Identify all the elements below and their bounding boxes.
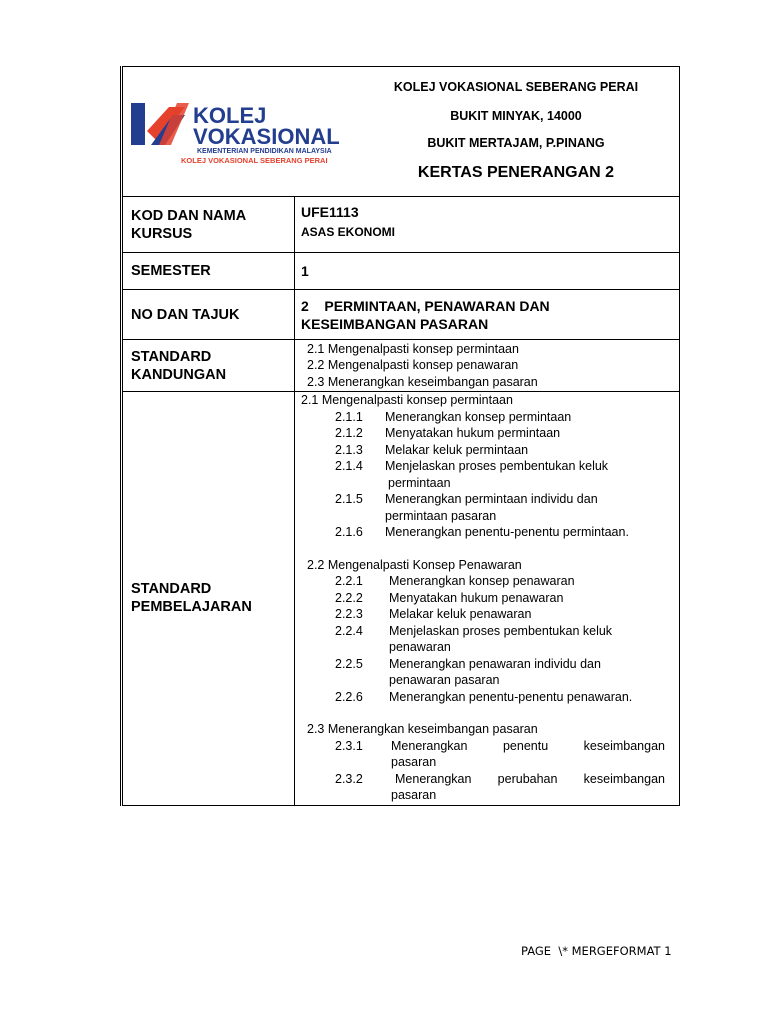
course-row xyxy=(122,197,680,253)
semester-value: 1 xyxy=(295,253,680,290)
list-item: 2.1.2 Menyatakan hukum permintaan xyxy=(335,426,561,440)
semester-label: SEMESTER xyxy=(122,253,295,290)
list-item: 2.3 Menerangkan keseimbangan pasaran xyxy=(307,374,538,389)
svg-text:KOLEJ: KOLEJ xyxy=(193,103,267,128)
svg-text:VOKASIONAL: VOKASIONAL xyxy=(193,124,340,149)
content-label-2: KANDUNGAN xyxy=(131,366,227,383)
page-footer: PAGE \* MERGEFORMAT 1 xyxy=(521,944,672,958)
college-logo xyxy=(129,101,351,165)
topic-number: 2 xyxy=(301,297,309,314)
header-cell xyxy=(122,67,680,197)
address-line-2: BUKIT MERTAJAM, P.PINANG xyxy=(427,136,605,150)
address-line-1: BUKIT MINYAK, 14000 xyxy=(450,109,582,123)
document-title: KERTAS PENERANGAN 2 xyxy=(417,164,615,181)
content-label-1: STANDARD xyxy=(131,348,212,365)
section-title: 2.1 Mengenalpasti konsep permintaan xyxy=(301,393,513,407)
list-item: 2.1.4 Menjelaskan proses pembentukan keluk xyxy=(335,459,609,473)
list-item: 2.1.3 Melakar keluk permintaan xyxy=(335,442,529,457)
svg-text:KOLEJ VOKASIONAL SEBERANG PERA: KOLEJ VOKASIONAL SEBERANG PERAI xyxy=(181,156,328,165)
content-standard-row xyxy=(122,340,680,392)
semester-row xyxy=(122,253,680,290)
svg-text:KEMENTERIAN PENDIDIKAN MALAYSI: KEMENTERIAN PENDIDIKAN MALAYSIA xyxy=(197,148,332,155)
list-item: 2.1 Mengenalpasti konsep permintaan xyxy=(307,341,519,356)
list-item: 2.1.1 Menerangkan konsep permintaan xyxy=(335,409,572,424)
section-title: 2.2 Mengenalpasti Konsep Penawaran xyxy=(307,557,522,572)
list-item: 2.2.4 Menjelaskan proses pembentukan keluk xyxy=(335,623,613,638)
course-name: ASAS EKONOMI xyxy=(301,225,396,239)
topic-row xyxy=(122,290,680,340)
list-item: 2.2.6 Menerangkan penentu-penentu penawaran. xyxy=(335,689,633,704)
course-label-text: KOD DAN NAMA KURSUS xyxy=(131,207,246,242)
college-name: KOLEJ VOKASIONAL SEBERANG PERAI xyxy=(393,80,639,94)
learning-label-2: PEMBELAJARAN xyxy=(131,599,252,616)
list-item: 2.2.1 Menerangkan konsep penawaran xyxy=(335,574,575,588)
topic-label: NO DAN TAJUK xyxy=(122,290,295,340)
list-item: 2.3.1 Menerangkan penentu keseimbangan xyxy=(335,738,665,753)
learning-standard-row xyxy=(122,392,680,806)
content-standard-label xyxy=(122,340,295,392)
list-item: 2.1.6 Menerangkan penentu-penentu permintaan. xyxy=(335,525,629,539)
list-item: 2.2.2 Menyatakan hukum penawaran xyxy=(335,590,564,605)
list-item: 2.3.2 Menerangkan perubahan keseimbangan xyxy=(335,771,665,786)
learning-standard-label xyxy=(122,392,295,806)
course-code: UFE1113 xyxy=(301,204,359,220)
topic-value xyxy=(295,290,680,340)
learning-label-1: STANDARD xyxy=(131,581,212,598)
course-value xyxy=(295,197,680,253)
topic-title-1: PERMINTAAN, PENAWARAN DAN xyxy=(324,297,550,314)
list-item: 2.1.5 Menerangkan permintaan individu dan xyxy=(335,492,598,506)
learning-standard-list: 2.1 Mengenalpasti konsep permintaan 2.1.1 Menerangkan konsep permintaan 2.1.2 Menyatakan hukum permintaan 2.1.3 Melakar keluk permintaan 2.1.4 Menjelaskan proses pembentukan keluk permintaan 2.1.5 Menerangkan permintaan individu dan permintaan pasaran 2.1.6 Menerangkan penentu-penentu permintaan. 2.2 Mengenalpasti Konsep Penawaran 2.2.1 Menerangkan konsep penawaran 2.2.2 Menyatakan hukum penawaran 2.2.3 Melakar keluk penawaran 2.2.4 Menjelaskan proses pembentukan keluk penawaran 2.2.5 Menerangkan penawaran individu dan penawaran pasaran 2.2.6 Menerangkan penentu-penentu penawaran. 2.3 Menerangkan keseimbangan pasaran 2.3.1 Menerangkan penentu keseimbangan pasaran 2.3.2 Menerangkan perubahan keseimbangan pasaran xyxy=(295,392,680,806)
course-label xyxy=(122,197,295,253)
info-sheet-table xyxy=(120,66,680,806)
content-standard-list xyxy=(295,340,680,392)
list-item: 2.2.3 Melakar keluk penawaran xyxy=(335,607,532,621)
list-item: 2.2.5 Menerangkan penawaran individu dan xyxy=(335,656,601,671)
list-item: 2.2 Mengenalpasti konsep penawaran xyxy=(307,358,519,373)
topic-title-2: KESEIMBANGAN PASARAN xyxy=(301,315,489,332)
section-title: 2.3 Menerangkan keseimbangan pasaran xyxy=(307,722,538,736)
